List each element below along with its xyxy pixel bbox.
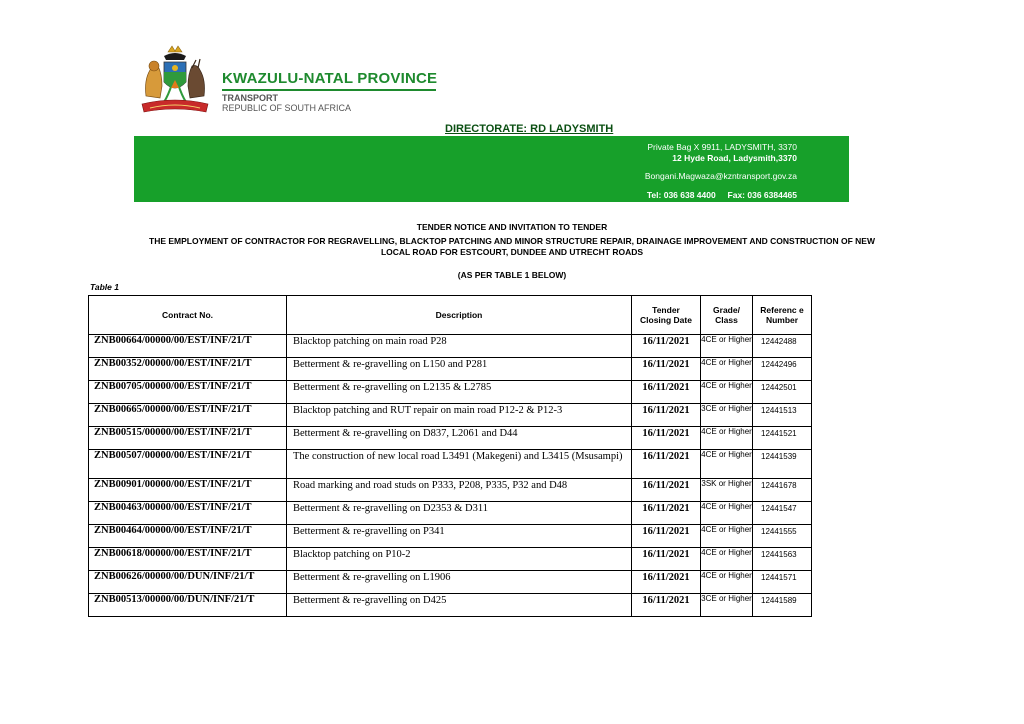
reference-number-cell: 12441589 [753, 594, 812, 617]
description-cell: Road marking and road studs on P333, P208, P335, P32 and D48 [287, 479, 632, 502]
reference-number-cell: 12441678 [753, 479, 812, 502]
description-cell: Betterment & re-gravelling on D2353 & D311 [287, 502, 632, 525]
postal-address: Private Bag X 9911, LADYSMITH, 3370 [647, 142, 797, 152]
table-row [89, 502, 812, 525]
description-cell: Betterment & re-gravelling on L1906 [287, 571, 632, 594]
table-row [89, 571, 812, 594]
notice-subtitle-line-2: LOCAL ROAD FOR ESTCOURT, DUNDEE AND UTRECHT ROADS [380, 247, 644, 257]
notice-title: TENDER NOTICE AND INVITATION TO TENDER [416, 222, 608, 232]
reference-number-cell: 12441555 [753, 525, 812, 548]
grade-cell: 4CE or Higher [701, 358, 753, 381]
description-cell: Betterment & re-gravelling on D425 [287, 594, 632, 617]
contact-email: Bongani.Magwaza@kzntransport.gov.za [644, 171, 797, 181]
description-cell: Betterment & re-gravelling on L150 and P281 [287, 358, 632, 381]
closing-date-cell: 16/11/2021 [632, 450, 701, 479]
closing-date-cell: 16/11/2021 [632, 502, 701, 525]
grade-cell: 4CE or Higher [701, 427, 753, 450]
street-address: 12 Hyde Road, Ladysmith,3370 [672, 153, 797, 163]
reference-number-cell: 12441513 [753, 404, 812, 427]
header-contract-no: Contract No. [89, 296, 287, 335]
table-header-row [89, 296, 812, 335]
province-title: KWAZULU-NATAL PROVINCE [222, 70, 438, 87]
table-row [89, 404, 812, 427]
contract-number-cell: ZNB00618/00000/00/EST/INF/21/T [89, 548, 287, 571]
grade-cell: 4CE or Higher [701, 335, 753, 358]
contract-number-cell: ZNB00705/00000/00/EST/INF/21/T [89, 381, 287, 404]
reference-number-cell: 12442496 [753, 358, 812, 381]
contract-number-cell: ZNB00507/00000/00/EST/INF/21/T [89, 450, 287, 479]
table-row [89, 427, 812, 450]
table-label: Table 1 [90, 282, 119, 292]
contract-number-cell: ZNB00463/00000/00/EST/INF/21/T [89, 502, 287, 525]
closing-date-cell: 16/11/2021 [632, 381, 701, 404]
coat-of-arms-logo [134, 44, 216, 118]
department-name: TRANSPORT [222, 93, 278, 103]
country-name: REPUBLIC OF SOUTH AFRICA [222, 103, 352, 113]
closing-date-cell: 16/11/2021 [632, 335, 701, 358]
description-cell: Betterment & re-gravelling on L2135 & L2785 [287, 381, 632, 404]
grade-cell: 4CE or Higher [701, 502, 753, 525]
grade-cell: 4CE or Higher [701, 450, 753, 479]
reference-number-cell: 12441547 [753, 502, 812, 525]
table-row [89, 450, 812, 479]
tel-fax: Tel: 036 638 4400 Fax: 036 6384465 [646, 190, 797, 200]
closing-date-cell: 16/11/2021 [632, 358, 701, 381]
table-row [89, 358, 812, 381]
description-cell: Betterment & re-gravelling on P341 [287, 525, 632, 548]
title-rule [222, 89, 436, 91]
closing-date-cell: 16/11/2021 [632, 427, 701, 450]
table-row [89, 479, 812, 502]
notice-subtitle-line-1: THE EMPLOYMENT OF CONTRACTOR FOR REGRAVELLING, BLACKTOP PATCHING AND MINOR STRUCTURE REPAIR, DRAINAGE IMPROVEMENT AND CONSTRUCTION OF NEW [149, 236, 875, 246]
closing-date-cell: 16/11/2021 [632, 548, 701, 571]
header-reference-number: Referenc e Number [753, 296, 812, 335]
contact-banner [134, 136, 849, 202]
per-table-note: (AS PER TABLE 1 BELOW) [457, 270, 567, 280]
grade-cell: 3CE or Higher [701, 404, 753, 427]
closing-date-cell: 16/11/2021 [632, 571, 701, 594]
table-row [89, 548, 812, 571]
contract-number-cell: ZNB00664/00000/00/EST/INF/21/T [89, 335, 287, 358]
table-row [89, 335, 812, 358]
description-cell: Blacktop patching and RUT repair on main road P12-2 & P12-3 [287, 404, 632, 427]
contract-number-cell: ZNB00513/00000/00/DUN/INF/21/T [89, 594, 287, 617]
reference-number-cell: 12442488 [753, 335, 812, 358]
grade-cell: 3SK or Higher [701, 479, 753, 502]
grade-cell: 4CE or Higher [701, 381, 753, 404]
reference-number-cell: 12441563 [753, 548, 812, 571]
closing-date-cell: 16/11/2021 [632, 594, 701, 617]
contract-number-cell: ZNB00901/00000/00/EST/INF/21/T [89, 479, 287, 502]
header-grade-class: Grade/ Class [701, 296, 753, 335]
reference-number-cell: 12442501 [753, 381, 812, 404]
description-cell: Blacktop patching on P10-2 [287, 548, 632, 571]
closing-date-cell: 16/11/2021 [632, 525, 701, 548]
grade-cell: 4CE or Higher [701, 525, 753, 548]
reference-number-cell: 12441571 [753, 571, 812, 594]
description-cell: Betterment & re-gravelling on D837, L2061 and D44 [287, 427, 632, 450]
grade-cell: 3CE or Higher [701, 594, 753, 617]
reference-number-cell: 12441521 [753, 427, 812, 450]
table-row [89, 525, 812, 548]
contract-number-cell: ZNB00464/00000/00/EST/INF/21/T [89, 525, 287, 548]
directorate-title: DIRECTORATE: RD LADYSMITH [445, 123, 614, 135]
tender-table [88, 295, 812, 617]
grade-cell: 4CE or Higher [701, 571, 753, 594]
description-cell: The construction of new local road L3491 (Makegeni) and L3415 (Msusampi) [287, 450, 632, 479]
contract-number-cell: ZNB00352/00000/00/EST/INF/21/T [89, 358, 287, 381]
contract-number-cell: ZNB00665/00000/00/EST/INF/21/T [89, 404, 287, 427]
table-body [89, 335, 812, 617]
grade-cell: 4CE or Higher [701, 548, 753, 571]
closing-date-cell: 16/11/2021 [632, 479, 701, 502]
contract-number-cell: ZNB00515/00000/00/EST/INF/21/T [89, 427, 287, 450]
closing-date-cell: 16/11/2021 [632, 404, 701, 427]
table-row [89, 381, 812, 404]
header-description: Description [287, 296, 632, 335]
description-cell: Blacktop patching on main road P28 [287, 335, 632, 358]
reference-number-cell: 12441539 [753, 450, 812, 479]
contract-number-cell: ZNB00626/00000/00/DUN/INF/21/T [89, 571, 287, 594]
header-closing-date: Tender Closing Date [632, 296, 701, 335]
table-row [89, 594, 812, 617]
